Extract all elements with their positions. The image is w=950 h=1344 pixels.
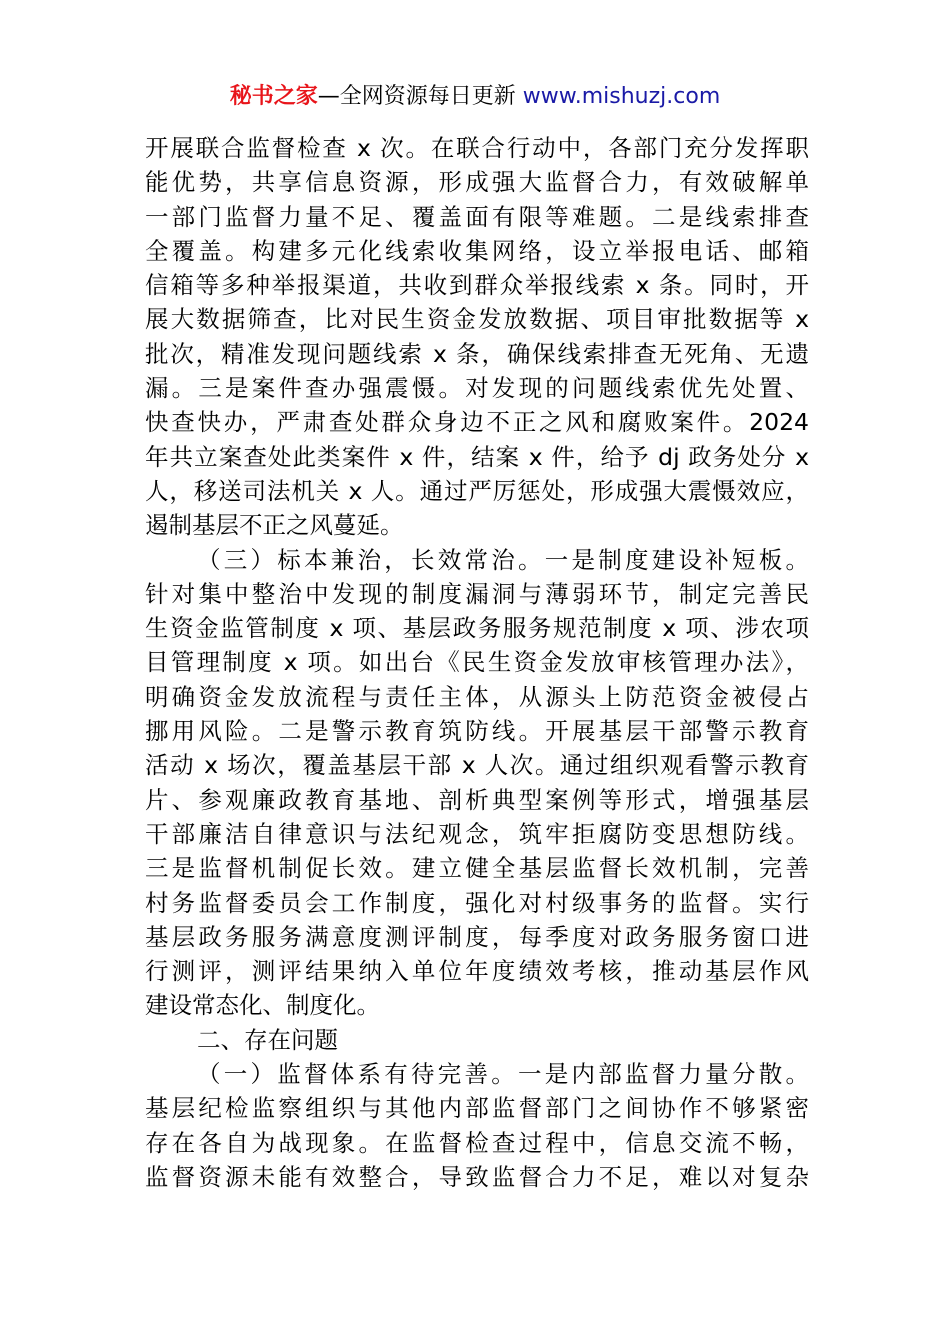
text-line: 行测评，测评结果纳入单位年度绩效考核，推动基层作风	[145, 957, 809, 986]
text-line: 三是监督机制促长效。建立健全基层监督长效机制，完善	[145, 854, 809, 883]
text-line: 村务监督委员会工作制度，强化对村级事务的监督。实行	[145, 888, 809, 917]
text-line: 明确资金发放流程与责任主体，从源头上防范资金被侵占	[145, 682, 809, 711]
text-line: 基层纪检监察组织与其他内部监督部门之间协作不够紧密	[145, 1094, 809, 1123]
subsection-heading-line: （三）标本兼治，长效常治。一是制度建设补短板。	[197, 545, 809, 574]
text-line: 基层政务服务满意度测评制度，每季度对政务服务窗口进	[145, 922, 809, 951]
text-line: 存在各自为战现象。在监督检查过程中，信息交流不畅，	[145, 1128, 809, 1157]
text-line: 全覆盖。构建多元化线索收集网络，设立举报电话、邮箱	[145, 236, 809, 265]
document-body	[145, 131, 809, 1194]
text-line: 漏。三是案件查办强震慑。对发现的问题线索优先处置、	[145, 374, 809, 403]
text-line: 监督资源未能有效整合，导致监督合力不足，难以对复杂	[145, 1162, 809, 1191]
text-line: 信箱等多种举报渠道，共收到群众举报线索 x 条。同时，开	[145, 271, 809, 300]
text-line: 展大数据筛查，比对民生资金发放数据、项目审批数据等 x	[145, 305, 809, 334]
text-line: 一部门监督力量不足、覆盖面有限等难题。二是线索排查	[145, 202, 809, 231]
site-brand: 秘书之家	[229, 84, 318, 109]
text-line: 人，移送司法机关 x 人。通过严厉惩处，形成强大震慑效应，	[145, 476, 809, 505]
text-line: 干部廉洁自律意识与法纪观念，筑牢拒腐防变思想防线。	[145, 819, 809, 848]
section-heading-line: 二、存在问题	[197, 1025, 338, 1054]
text-line: 生资金监管制度 x 项、基层政务服务规范制度 x 项、涉农项	[145, 614, 809, 643]
text-line: 建设常态化、制度化。	[145, 991, 380, 1020]
text-line: 针对集中整治中发现的制度漏洞与薄弱环节，制定完善民	[145, 579, 809, 608]
text-line: 开展联合监督检查 x 次。在联合行动中，各部门充分发挥职	[145, 134, 809, 162]
subsection-heading-line: （一）监督体系有待完善。一是内部监督力量分散。	[197, 1060, 809, 1089]
text-line: 目管理制度 x 项。如出台《民生资金发放审核管理办法》，	[145, 648, 809, 677]
text-line: 片、参观廉政教育基地、剖析典型案例等形式，增强基层	[145, 785, 809, 814]
text-line: 能优势，共享信息资源，形成强大监督合力，有效破解单	[145, 168, 809, 197]
text-line: 快查快办，严肃查处群众身边不正之风和腐败案件。2024	[145, 408, 809, 437]
text-line: 年共立案查处此类案件 x 件，结案 x 件，给予 dj 政务处分 x	[145, 442, 809, 471]
text-line: 活动 x 场次，覆盖基层干部 x 人次。通过组织观看警示教育	[145, 751, 809, 780]
site-tagline: —全网资源每日更新	[317, 84, 523, 109]
text-line: 挪用风险。二是警示教育筑防线。开展基层干部警示教育	[145, 717, 809, 746]
text-line: 遏制基层不正之风蔓延。	[145, 511, 404, 540]
text-line: 批次，精准发现问题线索 x 条，确保线索排查无死角、无遗	[145, 339, 809, 368]
site-url-link[interactable]: www.mishuzj.com	[522, 84, 721, 109]
site-header	[0, 80, 950, 114]
